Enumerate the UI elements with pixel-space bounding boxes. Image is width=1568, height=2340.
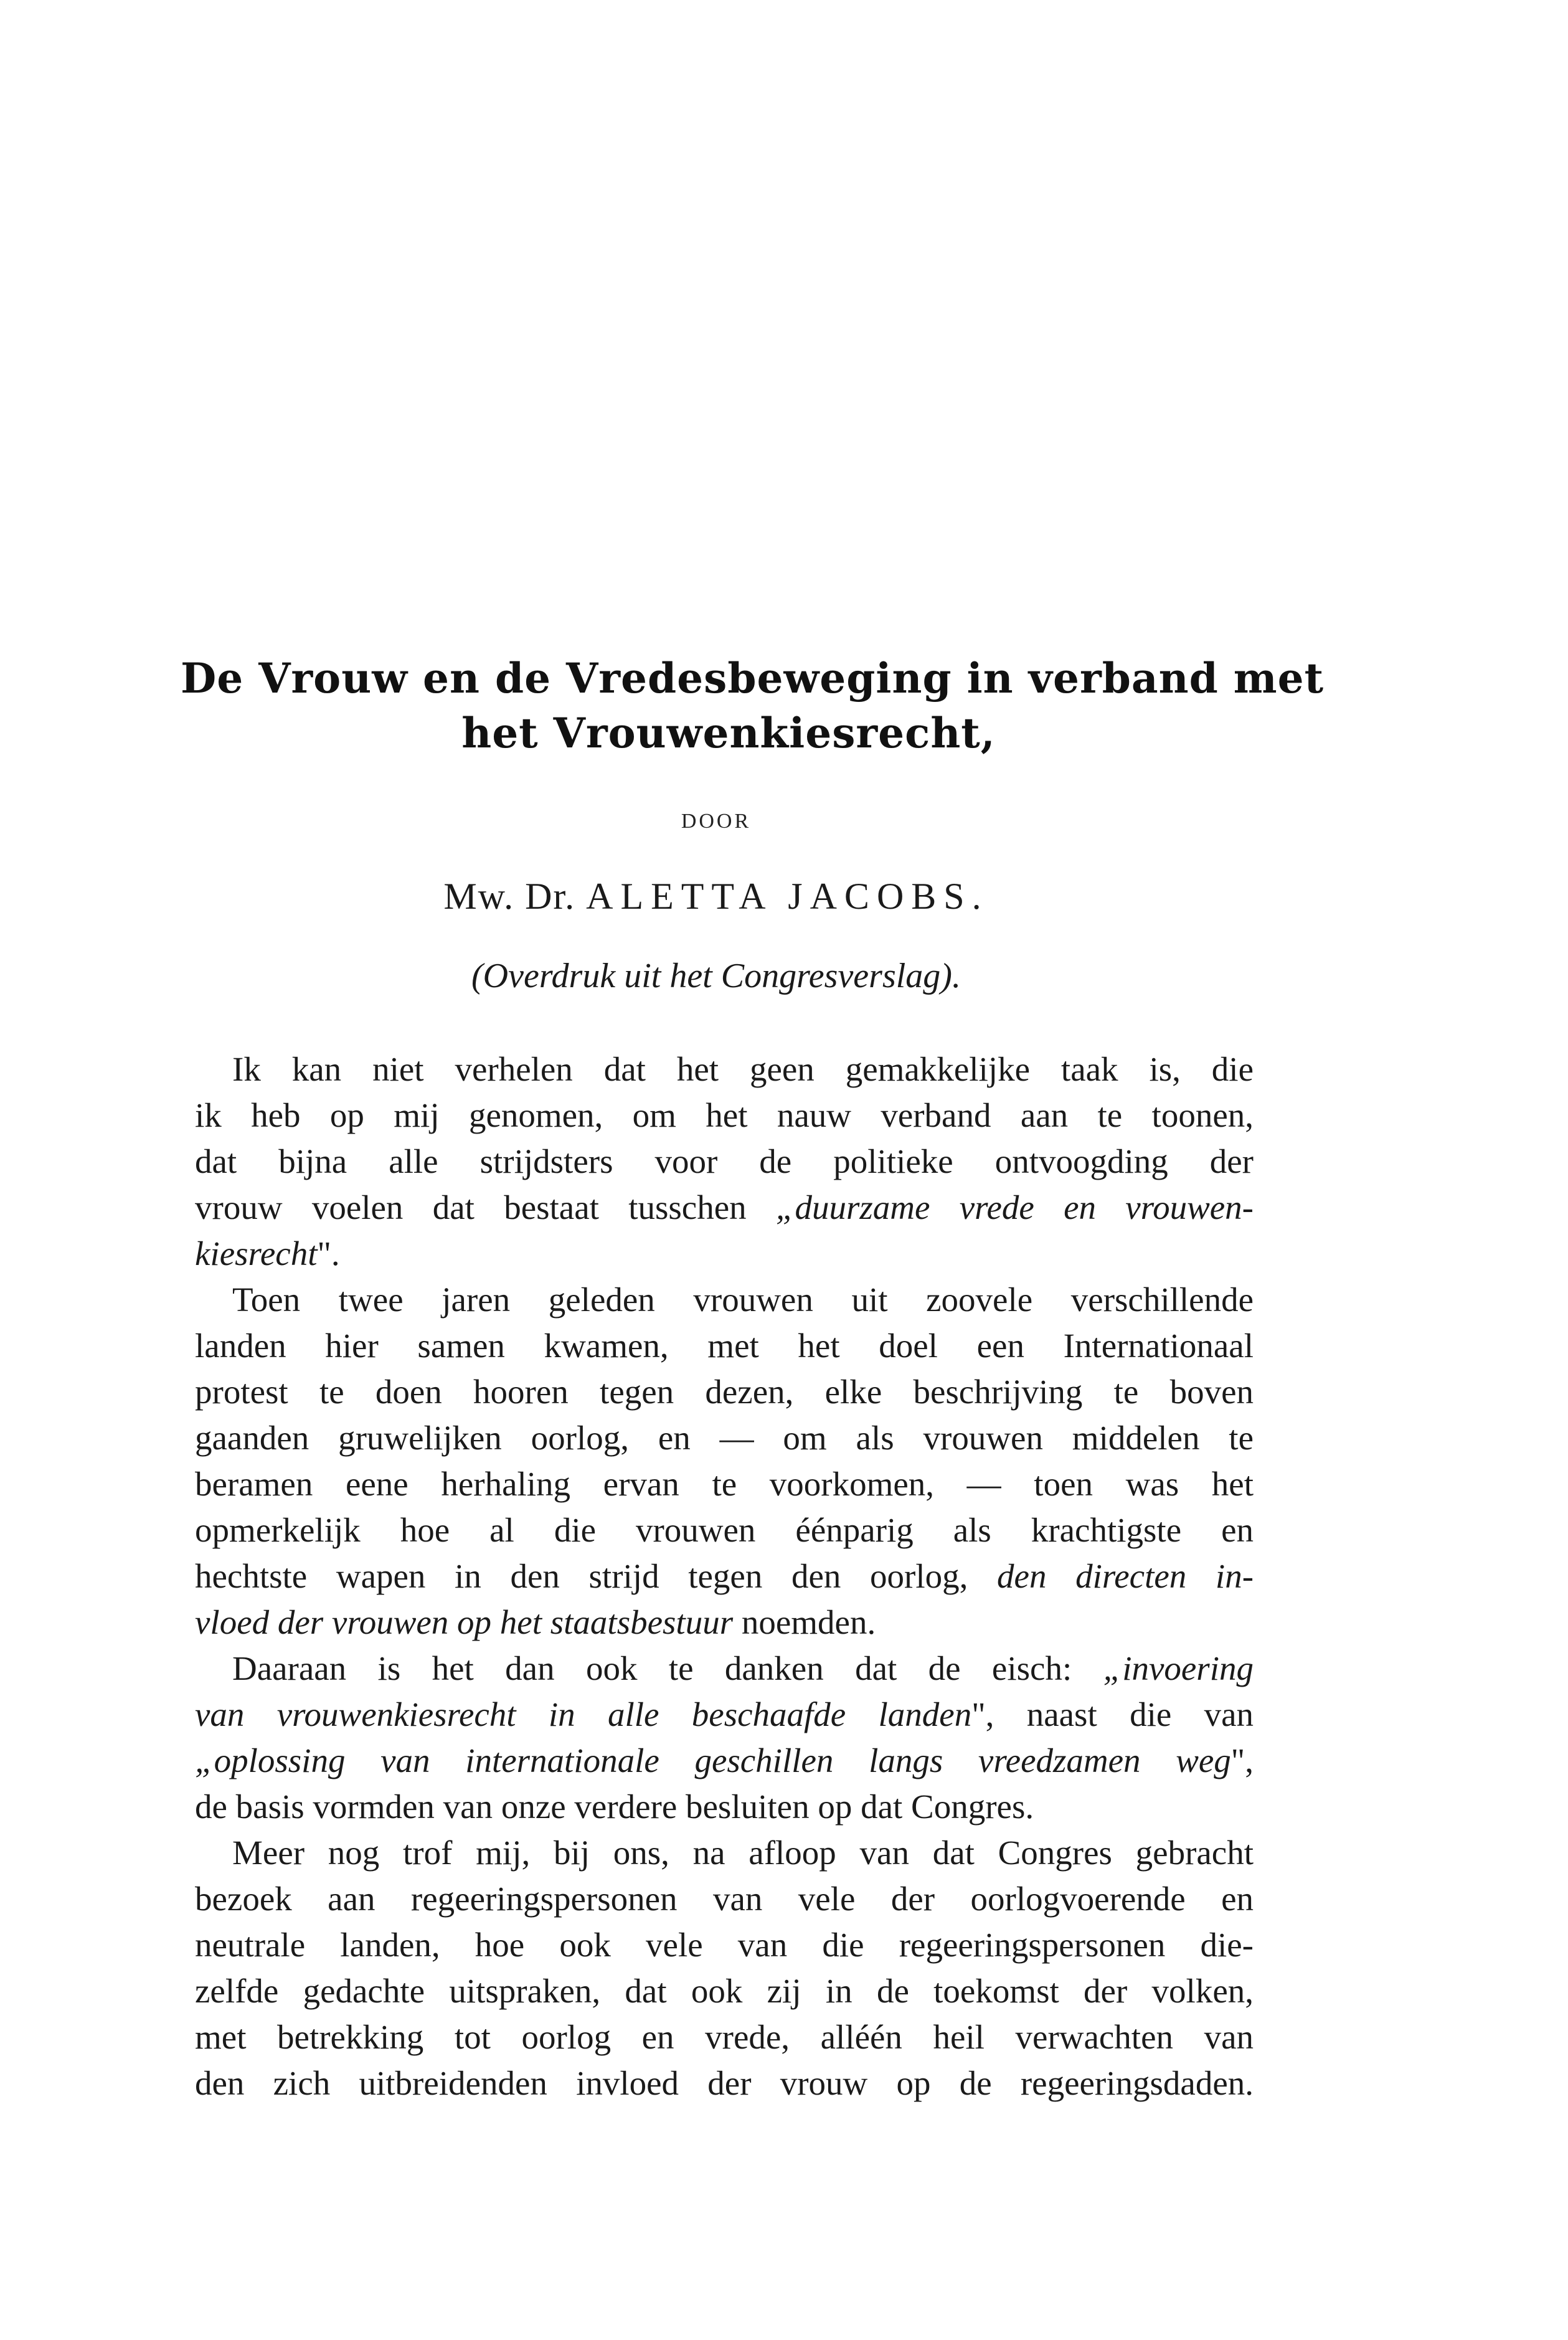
text-run: ", <box>1230 1741 1254 1779</box>
text-run: ". <box>317 1234 340 1272</box>
text-line <box>195 1599 1254 1646</box>
emphasis-run: vloed der vrouwen op het staatsbestuur <box>195 1603 734 1641</box>
text-line <box>195 1231 1254 1277</box>
emphasis-run: „oplossing van internationale geschillen langs vreedzamen weg <box>195 1741 1231 1779</box>
text-line: Ik kan niet verhelen dat het geen gemakkelijke taak is, die <box>232 1050 1254 1088</box>
text-line: beramen eene herhaling ervan te voorkomen, — toen was het <box>195 1465 1254 1503</box>
text-line: bezoek aan regeeringspersonen van vele der oorlogvoerende en <box>195 1880 1254 1918</box>
emphasis-run: „duurzame vrede en vrouwen- <box>775 1188 1254 1226</box>
text-run: Daaraan is het dan ook te danken dat de eisch: <box>232 1649 1103 1687</box>
author <box>374 875 1059 918</box>
text-line: protest te doen hooren tegen dezen, elke beschrijving te boven <box>195 1373 1254 1411</box>
text-line: met betrekking tot oorlog en vrede, alléén heil verwachten van <box>195 2018 1254 2056</box>
body-text <box>195 1046 1254 2106</box>
text-line: de basis vormden van onze verdere besluiten op dat Congres. <box>195 1788 1034 1826</box>
title-line-2: het Vrouwenkiesrecht, <box>461 709 996 757</box>
byline: DOOR <box>681 810 752 833</box>
author-prefix: Mw. Dr. <box>443 876 576 917</box>
text-line: landen hier samen kwamen, met het doel een Internationaal <box>195 1327 1254 1365</box>
text-line: zelfde gedachte uitspraken, dat ook zij in de toekomst der volken, <box>195 1972 1254 2010</box>
emphasis-run: van vrouwenkiesrecht in alle beschaafde landen <box>195 1695 972 1733</box>
text-line <box>195 1692 1254 1738</box>
text-run: ", naast die van <box>971 1695 1254 1733</box>
emphasis-run: kiesrecht <box>195 1234 318 1272</box>
text-run: vrouw voelen dat bestaat tusschen <box>195 1188 776 1226</box>
emphasis-run: den directen in- <box>997 1557 1254 1595</box>
text-line: Toen twee jaren geleden vrouwen uit zoovele verschillende <box>232 1281 1254 1319</box>
text-line <box>195 1553 1254 1599</box>
title-line-1: De Vrouw en de Vredesbeweging in verband met <box>181 654 1325 703</box>
subtitle: (Overdruk uit het Congresverslag). <box>471 957 961 995</box>
text-line <box>195 1185 1254 1231</box>
text-run: noemden. <box>733 1603 876 1641</box>
text-line: gaanden gruwelijken oorlog, en — om als vrouwen middelen te <box>195 1419 1254 1457</box>
text-line: ik heb op mij genomen, om het nauw verband aan te toonen, <box>195 1096 1254 1134</box>
text-line: den zich uitbreidenden invloed der vrouw op de regeeringsdaden. <box>195 2064 1254 2102</box>
text-line: opmerkelijk hoe al die vrouwen éénparig als krachtigste en <box>195 1511 1254 1549</box>
text-line <box>195 1646 1254 1692</box>
text-line: Meer nog trof mij, bij ons, na afloop van dat Congres gebracht <box>232 1834 1254 1872</box>
text-line: neutrale landen, hoe ook vele van die regeeringspersonen die- <box>195 1926 1254 1964</box>
emphasis-run: „invoering <box>1103 1649 1254 1687</box>
text-run: hechtste wapen in den strijd tegen den oorlog, <box>195 1557 998 1595</box>
text-line: dat bijna alle strijdsters voor de politieke ontvoogding der <box>195 1142 1254 1180</box>
text-line <box>195 1738 1254 1784</box>
author-name: ALETTA JACOBS. <box>586 876 989 917</box>
